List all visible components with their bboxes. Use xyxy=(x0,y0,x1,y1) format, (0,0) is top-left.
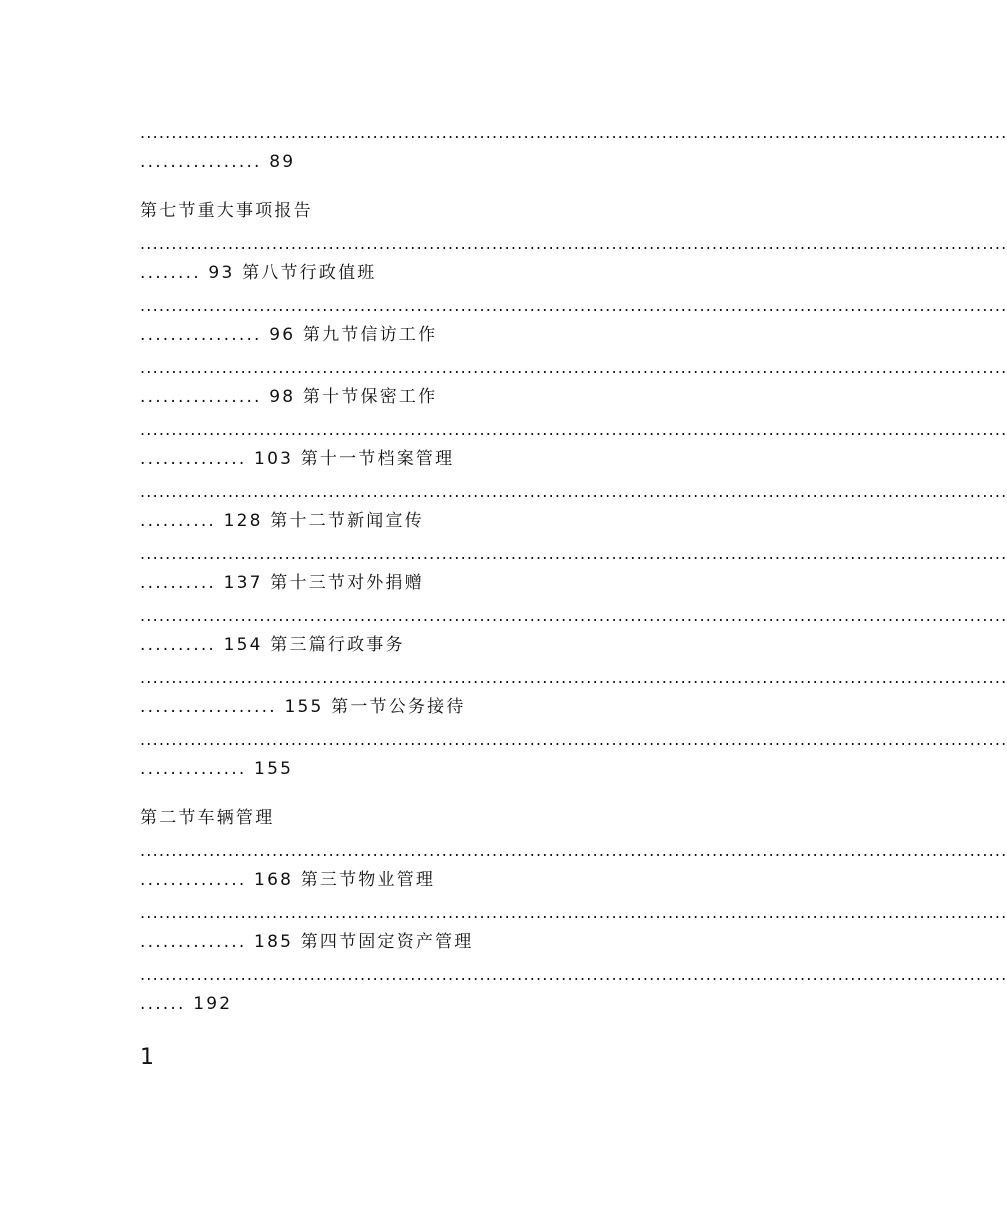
dot-leader: .......................................................................................................................................... xyxy=(140,296,1007,315)
dot-leader: .......................................................................................................................................... xyxy=(140,606,1007,625)
toc-line: ................ 96 第九节信访工作 xyxy=(140,325,438,345)
dot-leader: .......................................................................................................................................... xyxy=(140,420,1007,439)
toc-line: ........ 93 第八节行政值班 xyxy=(140,263,377,283)
toc-line: .......... 128 第十二节新闻宣传 xyxy=(140,511,424,531)
toc-line: ................ 89 xyxy=(140,152,296,172)
dot-leader: .......................................................................................................................................... xyxy=(140,544,1007,563)
dot-leader: .......................................................................................................................................... xyxy=(140,965,1007,984)
dot-leader: .......................................................................................................................................... xyxy=(140,123,1007,142)
toc-line: .......... 154 第三篇行政事务 xyxy=(140,635,405,655)
dot-leader: .......................................................................................................................................... xyxy=(140,730,1007,749)
dot-leader: .......................................................................................................................................... xyxy=(140,234,1007,253)
dot-leader: .......................................................................................................................................... xyxy=(140,903,1007,922)
dot-leader: .......................................................................................................................................... xyxy=(140,841,1007,860)
toc-line: 第七节重大事项报告 xyxy=(140,201,313,221)
dot-leader: .......................................................................................................................................... xyxy=(140,358,1007,377)
toc-line: .......... 137 第十三节对外捐赠 xyxy=(140,573,424,593)
toc-line: 第二节车辆管理 xyxy=(140,808,275,828)
dot-leader: .......................................................................................................................................... xyxy=(140,482,1007,501)
toc-line: ...... 192 xyxy=(140,994,233,1014)
toc-line: ................ 98 第十节保密工作 xyxy=(140,387,438,407)
toc-line: .................. 155 第一节公务接待 xyxy=(140,697,466,717)
toc-line: .............. 103 第十一节档案管理 xyxy=(140,449,455,469)
dot-leader: .......................................................................................................................................... xyxy=(140,668,1007,687)
toc-line: .............. 168 第三节物业管理 xyxy=(140,870,436,890)
page-number: 1 xyxy=(140,1045,154,1070)
toc-line: .............. 185 第四节固定资产管理 xyxy=(140,932,474,952)
toc-line: .............. 155 xyxy=(140,759,294,779)
